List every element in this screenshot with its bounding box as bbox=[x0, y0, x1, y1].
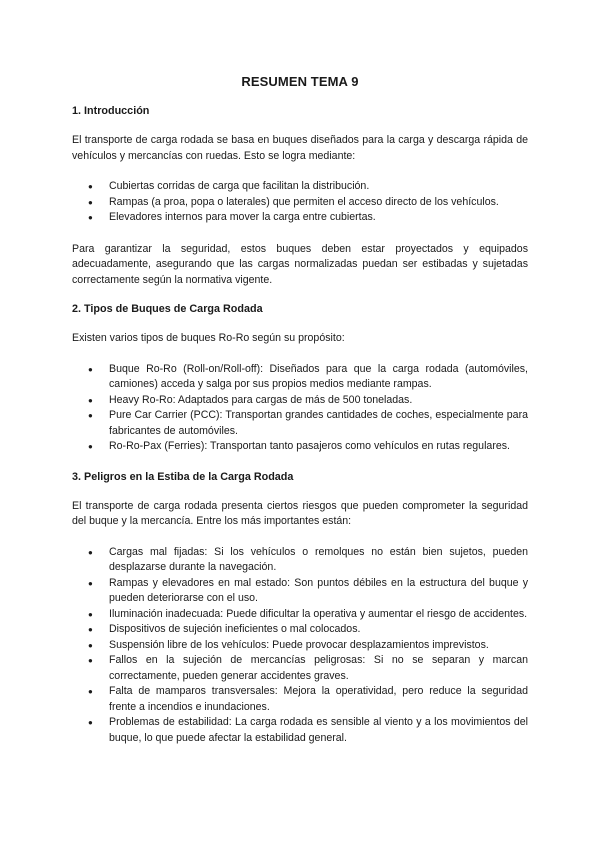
list-item: ● Cargas mal fijadas: Si los vehículos o remolques no están bien sujetos, pueden desplazarse durante la navegación. bbox=[72, 545, 528, 576]
list-item: ● Suspensión libre de los vehículos: Puede provocar desplazamientos imprevistos. bbox=[72, 638, 528, 654]
section-heading-peligros-estiba: 3. Peligros en la Estiba de la Carga Rodada bbox=[72, 470, 294, 483]
section-outro-paragraph: Para garantizar la seguridad, estos buques deben estar proyectados y equipados adecuadamente, asegurando que las cargas normalizadas puedan ser estibadas y sujetadas correctamente según la normativa vigente. bbox=[72, 242, 528, 286]
list-item: ● Fallos en la sujeción de mercancías peligrosas: Si no se separan y marcan correctamente, pueden generar accidentes graves. bbox=[72, 653, 528, 684]
list-item: ● Problemas de estabilidad: La carga rodada es sensible al viento y a los movimientos del buque, lo que puede afectar la estabilidad general. bbox=[72, 715, 528, 746]
section-intro-paragraph: El transporte de carga rodada se basa en buques diseñados para la carga y descarga rápida de vehículos y mercancías con ruedas. Esto se logra mediante: bbox=[72, 134, 528, 162]
list-item: ● Iluminación inadecuada: Puede dificultar la operativa y aumentar el riesgo de accidentes. bbox=[72, 607, 528, 623]
list-item: ● Pure Car Carrier (PCC): Transportan grandes cantidades de coches, especialmente para fabricantes de automóviles. bbox=[72, 408, 528, 439]
list-item: ● Falta de mamparos transversales: Mejora la operatividad, pero reduce la seguridad frente a incendios e inundaciones. bbox=[72, 684, 528, 715]
list-item: ● Cubiertas corridas de carga que facilitan la distribución. bbox=[72, 179, 528, 195]
list-item: ● Buque Ro-Ro (Roll-on/Roll-off): Diseñados para que la carga rodada (automóviles, camiones) acceda y salga por sus propios medios mediante rampas. bbox=[72, 362, 528, 393]
bullet-list bbox=[72, 545, 528, 747]
section-intro-paragraph: Existen varios tipos de buques Ro-Ro según su propósito: bbox=[72, 332, 345, 344]
list-item: ● Dispositivos de sujeción ineficientes o mal colocados. bbox=[72, 622, 528, 638]
list-item: ● Rampas y elevadores en mal estado: Son puntos débiles en la estructura del buque y pueden deteriorarse con el uso. bbox=[72, 576, 528, 607]
list-item: ● Heavy Ro-Ro: Adaptados para cargas de más de 500 toneladas. bbox=[72, 393, 528, 409]
page-title: RESUMEN TEMA 9 bbox=[241, 74, 359, 89]
bullet-list bbox=[72, 362, 528, 455]
section-heading-tipos-de-buques: 2. Tipos de Buques de Carga Rodada bbox=[72, 303, 263, 315]
bullet-list bbox=[72, 179, 528, 226]
list-item: ● Elevadores internos para mover la carga entre cubiertas. bbox=[72, 210, 528, 226]
list-item: ● Ro-Ro-Pax (Ferries): Transportan tanto pasajeros como vehículos en rutas regulares. bbox=[72, 439, 528, 455]
list-item: ● Rampas (a proa, popa o laterales) que permiten el acceso directo de los vehículos. bbox=[72, 195, 528, 211]
section-heading-introduccion: 1. Introducción bbox=[72, 105, 150, 117]
section-intro-paragraph: El transporte de carga rodada presenta ciertos riesgos que pueden comprometer la seguridad del buque y la mercancía. Entre los más importantes están: bbox=[72, 499, 528, 527]
